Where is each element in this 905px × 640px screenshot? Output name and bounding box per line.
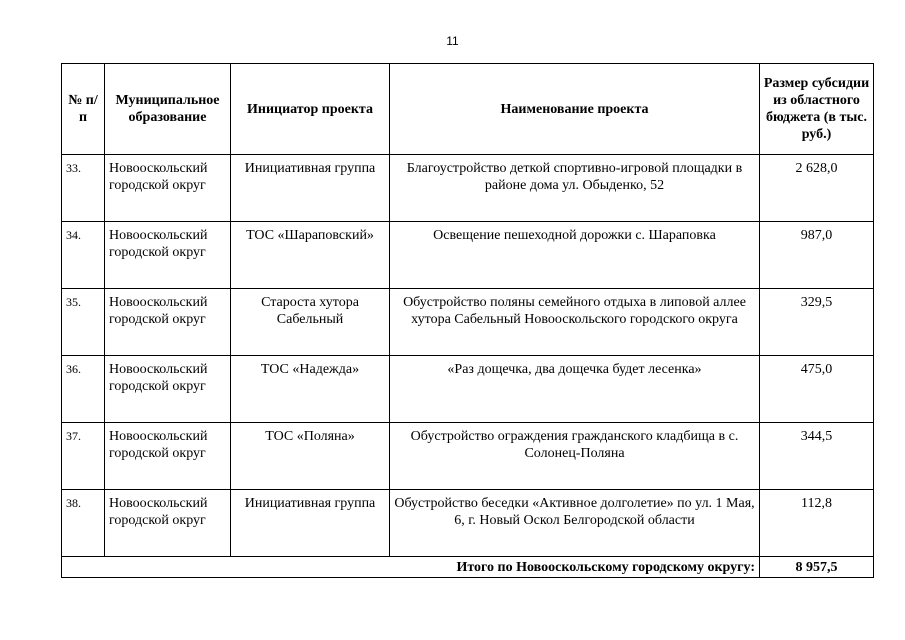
row-num: 35. (62, 289, 105, 356)
total-amount: 8 957,5 (760, 557, 874, 578)
row-municipality: Новооскольский городской округ (105, 356, 231, 423)
row-initiator: Инициативная группа (231, 490, 390, 557)
subsidy-table (61, 63, 874, 578)
total-label: Итого по Новооскольскому городскому округу: (62, 557, 760, 578)
header-municipality: Муниципальное образование (105, 64, 231, 155)
row-municipality: Новооскольский городской округ (105, 289, 231, 356)
row-num: 36. (62, 356, 105, 423)
row-project: Благоустройство деткой спортивно-игровой площадки в районе дома ул. Обыденко, 52 (390, 155, 760, 222)
row-amount: 475,0 (760, 356, 874, 423)
row-project: Освещение пешеходной дорожки с. Шараповка (390, 222, 760, 289)
row-municipality: Новооскольский городской округ (105, 490, 231, 557)
row-initiator: ТОС «Поляна» (231, 423, 390, 490)
table-row (62, 490, 874, 557)
header-amount: Размер субсидии из областного бюджета (в тыс. руб.) (760, 64, 874, 155)
row-project: Обустройство ограждения гражданского кладбища в с. Солонец-Поляна (390, 423, 760, 490)
table-row (62, 356, 874, 423)
row-amount: 987,0 (760, 222, 874, 289)
header-num: № п/п (62, 64, 105, 155)
total-row (62, 557, 874, 578)
page-number: 11 (446, 34, 459, 48)
row-initiator: ТОС «Надежда» (231, 356, 390, 423)
row-amount: 329,5 (760, 289, 874, 356)
row-project: Обустройство беседки «Активное долголетие» по ул. 1 Мая, 6, г. Новый Оскол Белгородской области (390, 490, 760, 557)
header-project: Наименование проекта (390, 64, 760, 155)
row-num: 37. (62, 423, 105, 490)
table-header-row (62, 64, 874, 155)
row-municipality: Новооскольский городской округ (105, 155, 231, 222)
row-amount: 2 628,0 (760, 155, 874, 222)
row-project: Обустройство поляны семейного отдыха в липовой аллее хутора Сабельный Новооскольского городского округа (390, 289, 760, 356)
table-row (62, 155, 874, 222)
row-initiator: Инициативная группа (231, 155, 390, 222)
table-row (62, 222, 874, 289)
row-num: 38. (62, 490, 105, 557)
row-amount: 344,5 (760, 423, 874, 490)
row-num: 33. (62, 155, 105, 222)
row-municipality: Новооскольский городской округ (105, 222, 231, 289)
row-num: 34. (62, 222, 105, 289)
row-initiator: Староста хутора Сабельный (231, 289, 390, 356)
row-project: «Раз дощечка, два дощечка будет лесенка» (390, 356, 760, 423)
header-initiator: Инициатор проекта (231, 64, 390, 155)
table-row (62, 423, 874, 490)
row-municipality: Новооскольский городской округ (105, 423, 231, 490)
table-row (62, 289, 874, 356)
row-initiator: ТОС «Шараповский» (231, 222, 390, 289)
row-amount: 112,8 (760, 490, 874, 557)
